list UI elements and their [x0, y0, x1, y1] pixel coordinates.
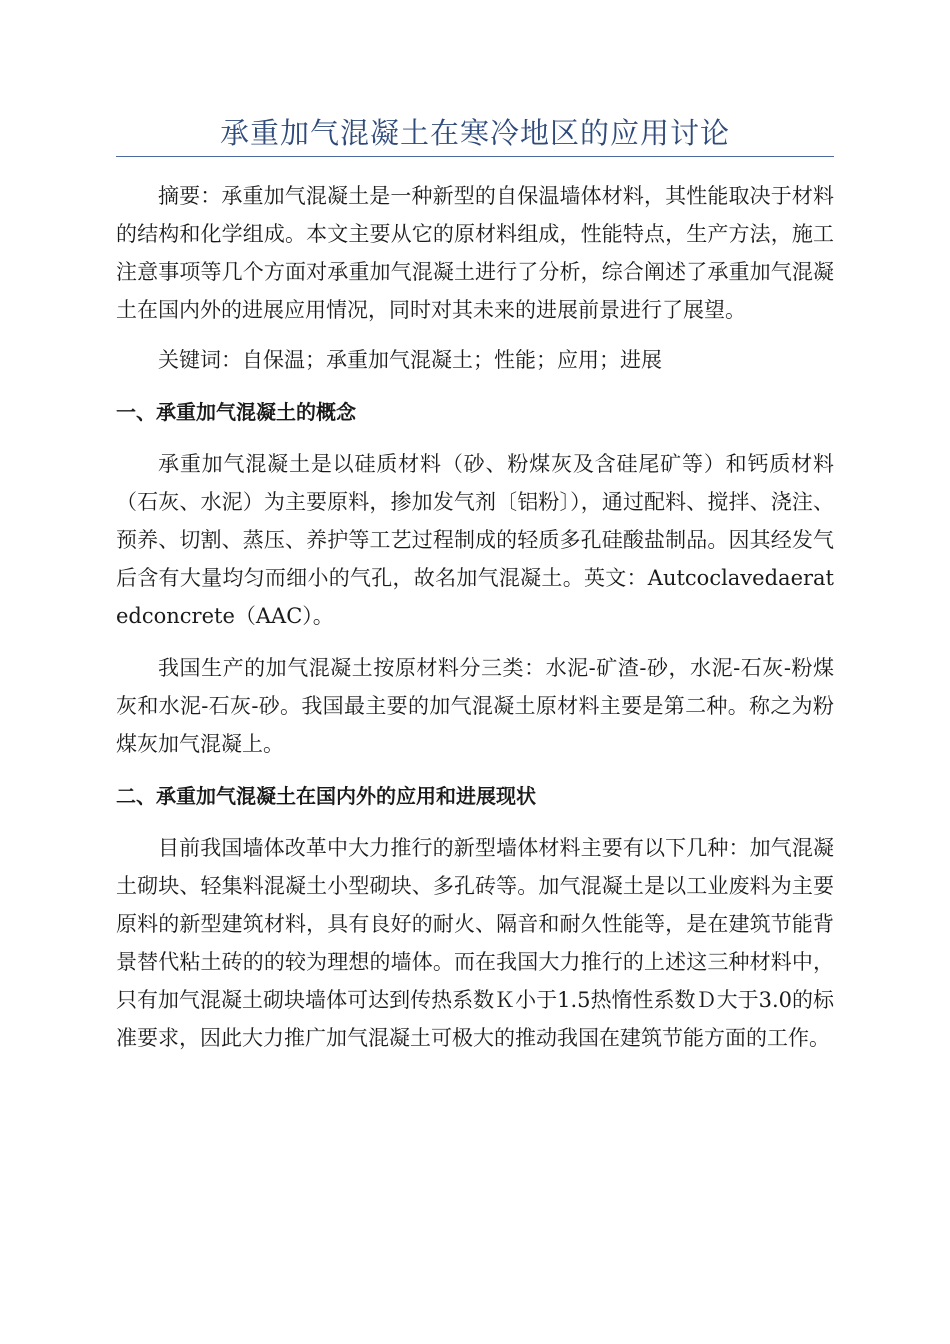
section-1-paragraph-2: 我国生产的加气混凝土按原材料分三类：水泥-矿渣-砂，水泥-石灰-粉煤灰和水泥-石灰-砂。我国最主要的加气混凝土原材料主要是第二种。称之为粉煤灰加气混凝上。 [116, 656, 834, 756]
abstract-paragraph: 摘要：承重加气混凝土是一种新型的自保温墙体材料，其性能取决于材料的结构和化学组成。本文主要从它的原材料组成，性能特点，生产方法，施工注意事项等几个方面对承重加气混凝土进行了分析，综合阐述了承重加气混凝土在国内外的进展应用情况，同时对其未来的进展前景进行了展望。 [116, 184, 834, 322]
section-1-paragraph-1: 承重加气混凝土是以硅质材料（砂、粉煤灰及含硅尾矿等）和钙质材料（石灰、水泥）为主要原料，掺加发气剂〔铝粉〕），通过配料、搅拌、浇注、预养、切割、蒸压、养护等工艺过程制成的轻质多孔硅酸盐制品。因其经发气后含有大量均匀而细小的气孔，故名加气混凝土。英文：Autcoclavedaeratedconcrete（AAC）。 [116, 452, 834, 628]
section-2-heading: 二、承重加气混凝土在国内外的应用和进展现状 [116, 784, 536, 808]
keywords-paragraph: 关键词：自保温；承重加气混凝土；性能；应用；进展 [158, 348, 662, 372]
document-title: 承重加气混凝土在寒冷地区的应用讨论 [116, 112, 834, 157]
section-1-heading: 一、承重加气混凝土的概念 [116, 400, 356, 424]
document-body [116, 112, 834, 1057]
section-2-paragraph-1: 目前我国墙体改革中大力推行的新型墙体材料主要有以下几种：加气混凝土砌块、轻集料混凝土小型砌块、多孔砖等。加气混凝土是以工业废料为主要原料的新型建筑材料，具有良好的耐火、隔音和耐久性能等，是在建筑节能背景替代粘土砖的的较为理想的墙体。而在我国大力推行的上述这三种材料中，只有加气混凝土砌块墙体可达到传热系数Ｋ小于1.5热惰性系数Ｄ大于3.0的标准要求，因此大力推广加气混凝土可极大的推动我国在建筑节能方面的工作。 [116, 836, 834, 1050]
